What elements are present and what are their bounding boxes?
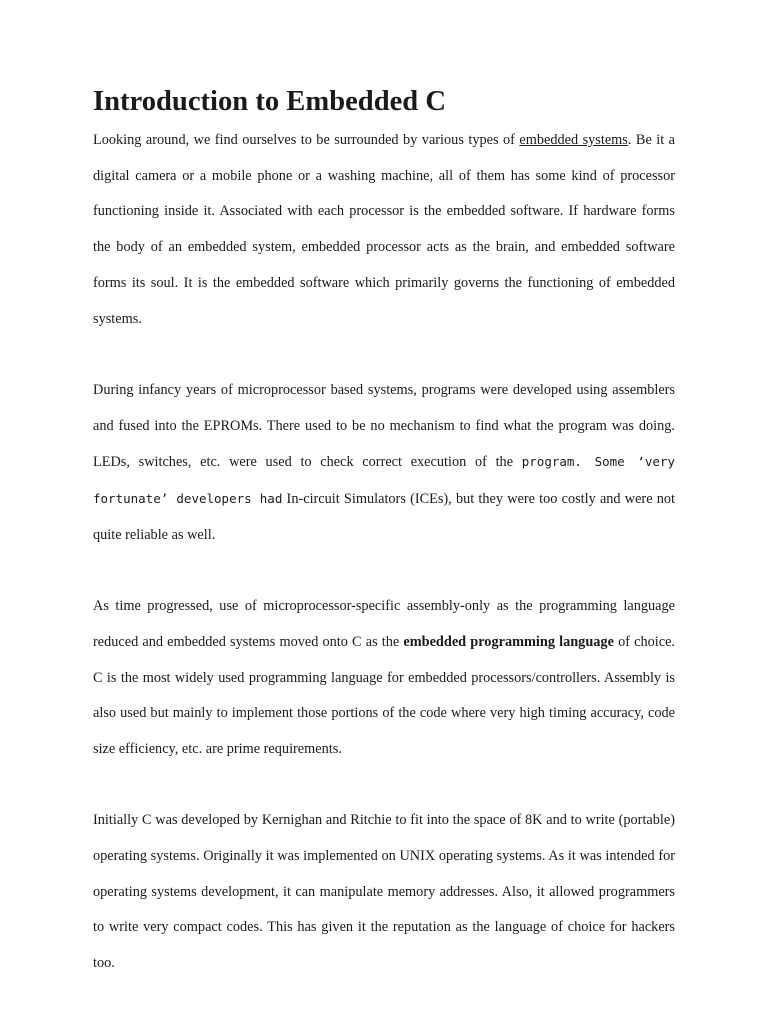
paragraph-1 [93,123,675,337]
paragraph-3 [93,589,675,768]
paragraph-2-text-end: In-circuit Simulators (ICEs), but they were too costly and were not quite reliable as well. [93,491,675,543]
document-title: Introduction to Embedded C [93,86,446,117]
paragraph-4: Initially C was developed by Kernighan and Ritchie to fit into the space of 8K and to write (portable) operating systems. Originally it was implemented on UNIX operating systems. As it was intended for operating systems development, it can manipulate memory addresses. Also, it allowed programmers to write very compact codes. This has given it the reputation as the language of choice for hackers too. [93,812,675,972]
paragraph-2-mono-fragment: program. Some ‘very fortunate’ developers had [93,454,675,507]
paragraph-1-text-end: . Be it a digital camera or a mobile phone or a washing machine, all of them has some kind of processor functioning inside it. Associated with each processor is the embedded software. If hardware forms the body of an embedded system, embedded processor acts as the brain, and embedded software forms its soul. It is the embedded software which primarily governs the functioning of embedded systems. [93,132,676,327]
paragraph-spacer [93,553,675,589]
paragraph-spacer [93,337,675,373]
paragraph-spacer [93,768,675,804]
paragraph-2 [93,373,675,554]
document-body [93,86,676,982]
paragraph-1-text-start: Looking around, we find ourselves to be surrounded by various types of [93,132,520,148]
paragraph-2-text-start: During infancy years of microprocessor based systems, programs were developed using assemblers and fused into the EPROMs. There used to be no mechanism to find what the program was doing. LEDs, switches, etc. were used to check correct execution of the [93,381,675,471]
embedded-systems-link[interactable]: embedded systems [519,132,628,148]
paragraph-3-text-start: As time progressed, use of microprocessor-specific assembly-only as the programming language reduced and embedded systems moved onto C as the [93,598,675,650]
paragraph-3-text-end: of choice. C is the most widely used programming language for embedded processors/controllers. Assembly is also used but mainly to implement those portions of the code where very high timing accuracy, code size efficiency, etc. are prime requirements. [93,633,675,757]
embedded-programming-language-emphasis: embedded programming language [403,633,614,650]
